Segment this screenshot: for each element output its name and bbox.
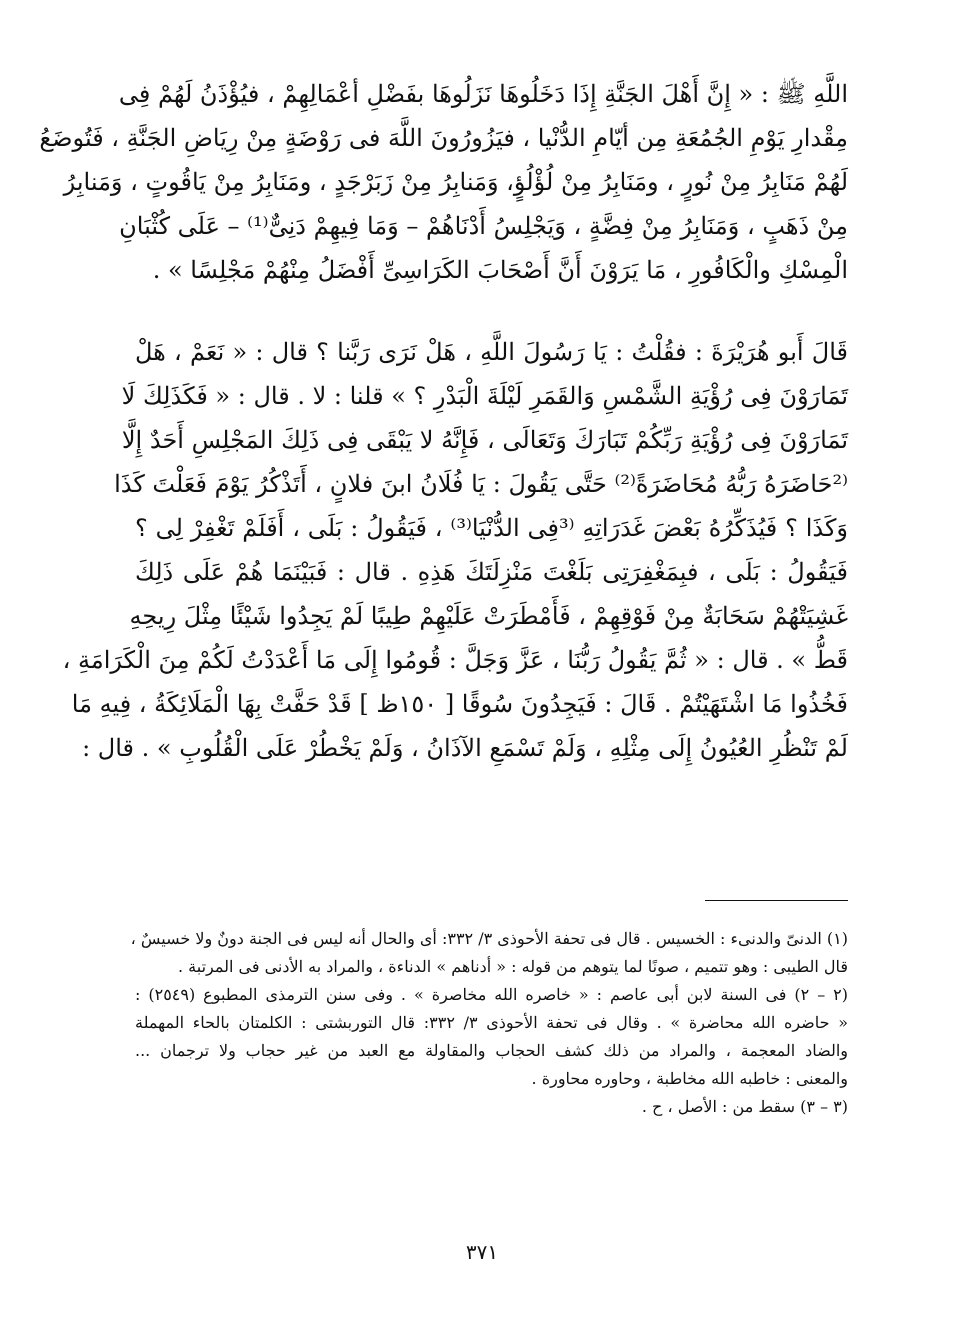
footnote-line: والضاد المعجمة ، والمراد من ذلك كشف الحجاب والمقاولة مع العبد من غير حجاب ولا ترجمان ... [135, 1041, 848, 1060]
text-line: لَمْ تَنْظُرِ العُيُونُ إِلَى مِثْلِهِ ، وَلَمْ تَسْمَعِ الآذَانُ ، وَلَمْ يَخْطُرْ عَلَى الْقُلُوبِ » . قال : [82, 734, 848, 762]
text-line: مِقْدارِ يَوْمِ الجُمُعَةِ مِن أيّامِ الدُّنْيا ، فيَزُورُونَ اللَّهَ فى رَوْضَةٍ مِنْ رِيَاضِ الجَنَّةِ ، فَتُوضَعُ [39, 124, 848, 152]
footnote-line: قال الطيبى : وهو تتميم ، صونًا لما يتوهم من قوله : « أدناهم » الدناءة ، والمراد به الأدنى فى المرتبة . [177, 957, 848, 976]
text-line: لَهُمْ مَنَابِرُ مِنْ نُورٍ ، ومَنَابِرُ مِنْ لُؤْلُؤٍ، وَمَنابِرُ مِنْ زَبَرْجَدٍ ، ومَنَابِرُ مِنْ يَاقُوتٍ ، وَمَنابِرُ [63, 168, 848, 196]
footnote-separator [705, 900, 848, 901]
text-line: تَمَارَوْنَ فِى رُؤْيَةِ رَبِّكُمْ تَبَارَكَ وَتَعَالَى ، فَإِنَّهُ لا يَبْقَى فِى ذَلِكَ المَجْلِسِ أَحَدٌ إِلَّا [121, 426, 848, 454]
text-line: قَطُّ » . قال : « ثُمَّ يَقُولُ رَبُّنَا ، عَزَّ وَجَلَّ : قُومُوا إِلَى مَا أَعْدَدْتُ لَكُمْ مِنَ الْكَرَامَةِ ، [62, 646, 848, 674]
footnote-line: والمعنى : خاطبه الله مخاطبة ، وحاوره محاورة . [531, 1069, 848, 1088]
paragraph-abu-hurayra [62, 330, 848, 770]
text-line: غَشِيَتْهُمْ سَحَابَةٌ مِنْ فَوْقِهِمْ ، فَأَمْطَرَتْ عَلَيْهِمْ طِيبًا لَمْ يَجِدُوا شَيْئًا مِثْلَ رِيحِهِ [129, 602, 848, 630]
paragraph-hadith-text [39, 72, 848, 292]
page-number: ٣٧١ [465, 1240, 499, 1264]
text-line: اللَّهِ ﷺ : « إِنَّ أَهْلَ الجَنَّةِ إِذَا دَخَلُوهَا نَزَلُوهَا بفَضْلِ أعْمَالِهِمْ ، فيُؤْذَنُ لَهُمْ فِى [118, 80, 848, 108]
text-line: فَخُذُوا مَا اشْتَهَيْتُمْ . قَالَ : فَيَجِدُونَ سُوقًا [ ١٥٠ظ ] قَدْ حَفَّتْ بِهَا الْمَلَائِكَةُ ، فِيهِ مَا [71, 690, 848, 718]
text-line: الْمِسْكِ والْكَافُورِ ، مَا يَرَوْنَ أَنَّ أَصْحَابَ الكَرَاسِىِّ أَفْضَلُ مِنْهُمْ مَجْلِسًا » . [152, 256, 848, 284]
text-line: ⁽²حَاضَرَهُ رَبُّهُ مُحَاضَرَةً⁽²⁾ حَتَّى يَقُولَ : يَا فُلَانُ ابنَ فلانٍ ، أَتَذْكُرُ يَوْمَ فَعَلْتَ كَذَا [114, 470, 848, 498]
text-line: قَالَ أَبو هُرَيْرَةَ : فقُلْتُ : يَا رَسُولَ اللَّهِ ، هَلْ نَرَى رَبَّنا ؟ قال : « نَعَمْ ، هَلْ [135, 338, 848, 366]
footnote-line: (٢ – ٢) فى السنة لابن أبى عاصم : « خاصره الله مخاصرة » . وفى سنن الترمذى المطبوع (٢٥٤٩) : [135, 985, 849, 1004]
footnote-line: « حاضره الله محاضرة » . وقال فى تحفة الأحوذى ٣/ ٣٣٢: قال التوربشتى : الكلمتان بالحاء المهملة [135, 1013, 848, 1032]
footnotes [130, 925, 849, 1121]
footnote-line: (٣ – ٣) سقط من : الأصل ، ح . [641, 1097, 848, 1116]
text-line: وَكَذَا ؟ فَيُذَكِّرُهُ بَعْضَ غَدَرَاتِهِ ⁽³فِى الدُّنْيَا⁽³⁾ ، فَيَقُولُ : بَلَى ، أَفَلَمْ تَغْفِرْ لِى ؟ [135, 514, 848, 542]
footnote-line: (١) الدنىّ والدنىء : الخسيس . قال فى تحفة الأحوذى ٣/ ٣٣٢: أى والحال أنه ليس فى الجنة دونٌ ولا خسيسٌ ، [130, 929, 848, 948]
text-line: فَيَقُولُ : بَلَى ، فبِمَغْفِرَتِى بَلَغْتَ مَنْزِلَتَكَ هَذِهِ . قال : فَبَيْنَمَا هُمْ عَلَى ذَلِكَ [135, 558, 848, 586]
text-line: تَمَارَوْنَ فِى رُؤْيَةِ الشَّمْسِ وَالقَمَرِ لَيْلَةَ الْبَدْرِ ؟ » قلنا : لا . قال : « فَكَذَلِكَ لَا [121, 382, 848, 410]
text-line: مِنْ ذَهَبٍ ، وَمَنَابِرُ مِنْ فِضَّةٍ ، وَيَجْلِسُ أَدْنَاهُمْ – وَمَا فِيهِمْ دَنِىٌّ⁽¹⁾ – عَلَى كُثْبَانِ [119, 212, 848, 240]
